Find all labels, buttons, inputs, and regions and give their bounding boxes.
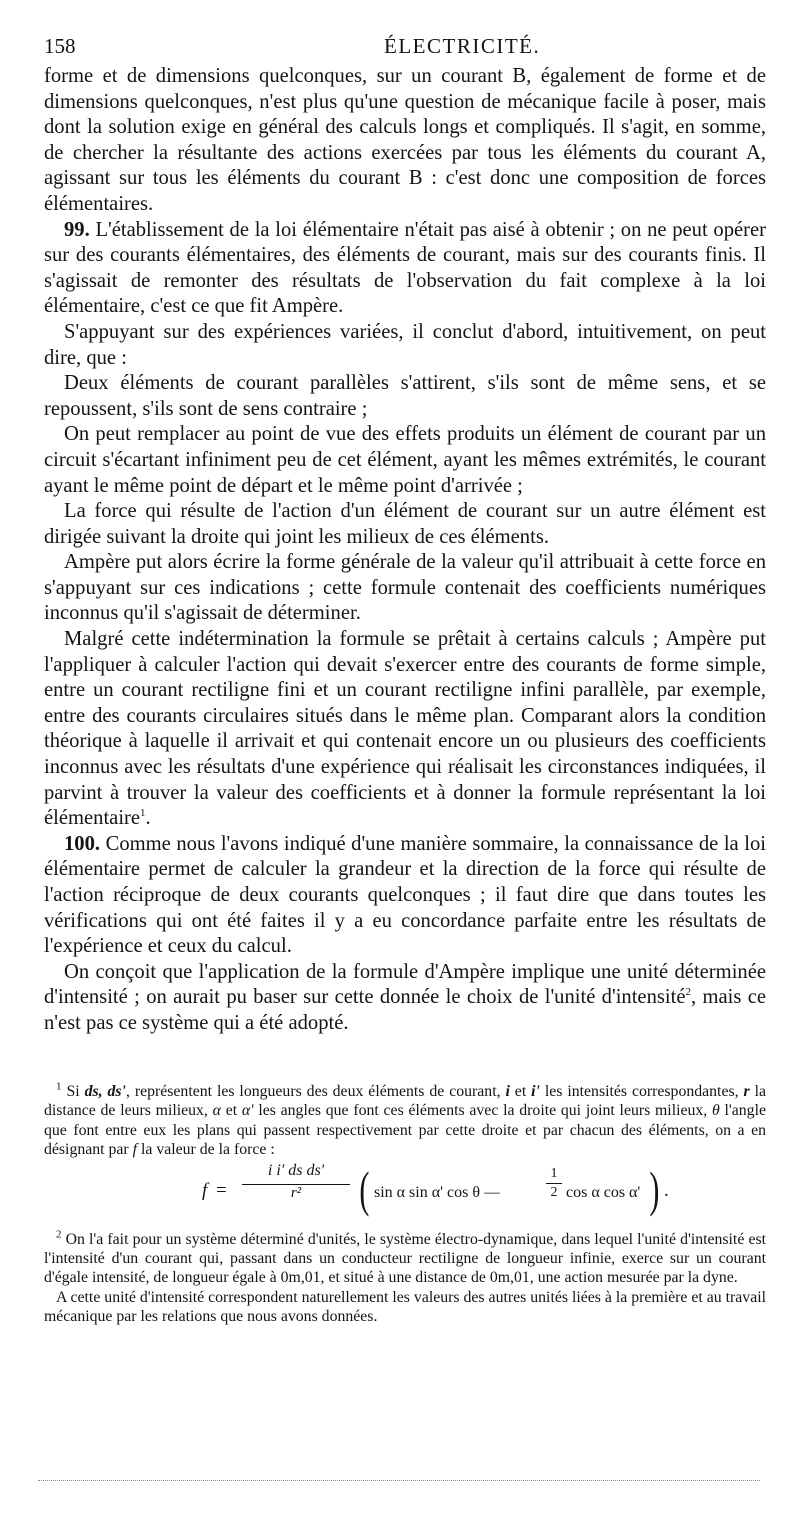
footnote-1 [44,1082,766,1160]
ampere-formula [44,1162,766,1226]
paragraph-10 [44,960,766,1037]
formula-lhs: f [202,1179,208,1201]
section-number-99: 99. [64,218,90,241]
bottom-dotted-rule [38,1480,760,1481]
footnote-1-text: Si [66,1083,85,1100]
paragraph-99-text: L'établissement de la loi élémentaire n'était pas aisé à obtenir ; on ne peut opérer sur des courants élémentaires, des éléments de courant, mais sur des courants finis. Il s'agissait de remonter des résultats de l'observation du fait complexe à la loi élémentaire, c'est ce que fit Ampère. [44,218,767,318]
footnote-1-symbol: i [505,1083,510,1100]
paragraph-3: S'appuyant sur des expériences variées, il conclut d'abord, intuitivement, on peut dire, que : [44,320,766,369]
paragraph-8-text: Malgré cette indétermination la formule se prêtait à certains calculs ; Ampère put l'appliquer à calculer l'action qui devait s'exercer entre des courants de forme simple, entre un courant rectiligne fini et un courant rectiligne infini parallèle, par exemple, entre des courants circulaires situés dans le même plan. Comparant alors la condition théorique à laquelle il arrivait et qui contenait encore un ou plusieurs des coefficients inconnus avec les résultats d'une expérience qui réalisait les circonstances indiquées, il parvint à trouver la valeur des coefficients et à donner la formule représentant la loi élémentaire [44,628,766,830]
formula-fraction [236,1162,356,1202]
formula-denominator: r² [290,1184,302,1201]
footnote-ref-2: 2 [685,986,691,999]
footnote-1-symbol: ds, ds' [84,1083,126,1100]
formula-equals: = [216,1179,227,1201]
formula-term-1: sin α sin α' cos θ — [374,1183,500,1201]
footnote-2 [44,1230,766,1288]
footnote-1-text: les angles que font ces éléments avec la droite qui joint leurs milieux, [253,1102,712,1120]
formula-half-numerator: 1 [550,1165,558,1181]
paragraph-1: forme et de dimensions quelconques, sur un courant B, également de forme et de dimensions quelconques, n'est plus qu'une question de mécanique facile à poser, mais dont la solution exige en général des calculs longs et compliqués. Il s'agit, en somme, de chercher la résultante des actions exercées par tous les éléments du courant A, agissant sur tous les éléments du courant B : c'est donc une composition de forces élémentaires. [44,65,766,215]
footnote-1-text: les intensités correspondantes, [539,1083,744,1100]
footnote-ref-1: 1 [140,807,146,820]
paragraph-7: Ampère put alors écrire la forme générale de la valeur qu'il attribuait à cette force en s'appuyant sur ces indications ; cette formule contenait des coefficients numériques inconnus qu'il s'agissait de déterminer. [44,551,766,625]
formula-half [546,1166,562,1201]
footnote-1-symbol: i' [531,1083,540,1100]
page-number: 158 [44,34,76,58]
footnote-1-mark: 1 [56,1080,62,1093]
paragraph-99 [44,218,766,320]
footnote-2-continuation: A cette unité d'intensité correspondent naturellement les valeurs des autres unités liées à la première et au travail mécanique par les relations que nous avons données. [44,1288,766,1326]
paragraph-10-text-a: On conçoit que l'application de la formule d'Ampère implique une unité déterminée d'intensité ; on aurait pu baser sur cette donnée le choix de l'unité d'intensité [44,960,766,1009]
page-header [44,20,764,58]
footnote-1-text: l'angle que font entre eux les plans qui passent respectivement par cette droite et par chacun des éléments, on a en désignant par [44,1102,766,1159]
formula-term-2: cos α cos α' [566,1183,641,1201]
section-number-100: 100. [64,832,101,855]
footnote-1-symbol: θ [712,1102,720,1120]
formula-end: . [664,1179,669,1201]
principle-1: Deux éléments de courant parallèles s'attirent, s'ils sont de même sens, et se repoussent, s'ils sont de sens contraire ; [44,372,766,420]
formula-paren-left: ( [359,1160,370,1217]
footnote-1-text: , représentent les longueurs des deux éléments de courant, [125,1083,506,1100]
formula-half-bar [546,1183,562,1184]
principle-3: La force qui résulte de l'action d'un élément de courant sur un autre élément est dirigée suivant la droite qui joint les milieux de ces éléments. [44,500,766,548]
paragraph-10-text-b: , mais ce n'est pas ce système qui a été adopté. [44,986,767,1034]
paragraph-8: Malgré cette indétermination la formule se prêtait à certains calculs ; Ampère put l'appliquer à calculer l'action qui devait s'exercer entre des courants de forme simple, entre un courant rectiligne fini et un courant rectiligne infini parallèle, par exemple, entre des courants circulaires situés dans le même plan. Comparant alors la condition théorique à laquelle il arrivait et qui contenait encore un ou plusieurs des coefficients inconnus avec les résultats d'une expérience qui réalisait les circonstances indiquées, il parvint à trouver la valeur des coefficients et à donner la formule représentant la loi élémentaire$^1$. [44,628,766,830]
footnote-1-symbol: r [743,1083,750,1100]
body-text [44,64,766,1037]
footnotes [44,1082,766,1327]
principle-2: On peut remplacer au point de vue des effets produits un élément de courant par un circuit s'écartant infiniment peu de cet élément, ayant les mêmes extrémités, le courant ayant le même point de départ et le même point d'arrivée ; [44,423,766,497]
footnote-1-symbol: α' [241,1102,254,1120]
footnote-1-symbol: f [132,1141,138,1159]
paragraph-100-text: Comme nous l'avons indiqué d'une manière sommaire, la connaissance de la loi élémentaire permet de calculer la grandeur et la direction de la force qui résulte de l'action réciproque de deux courants quelconques ; il faut dire que dans toutes les vérifications qui ont été faites il y a eu concordance parfaite entre les résultats de l'expérience et ceux du calcul. [44,832,766,958]
formula-paren-right: ) [649,1160,660,1217]
footnote-2-mark: 2 [56,1228,62,1241]
footnote-1-symbol: α [212,1102,221,1120]
footnote-2-text: On l'a fait pour un système déterminé d'unités, le système électro-dynamique, dans lequel l'unité d'intensité est l'intensité d'un courant qui, passant dans un conducteur rectiligne de longueur infinie, exerce sur un courant d'égale intensité, de longueur égale à 0m,01, et situé à une distance de 0m,01, une action mesurée par la dyne. [44,1230,766,1287]
footnote-1-text: la valeur de la force : [137,1141,275,1159]
formula-half-denominator: 2 [550,1184,558,1200]
paragraph-100 [44,832,766,960]
footnote-1-text: et [220,1102,242,1120]
formula-numerator: i i' ds ds' [267,1161,325,1179]
footnote-1-text: la distance de leurs milieux, [44,1083,766,1120]
footnote-1-text: et [509,1083,532,1100]
running-head: ÉLECTRICITÉ. [384,34,541,58]
